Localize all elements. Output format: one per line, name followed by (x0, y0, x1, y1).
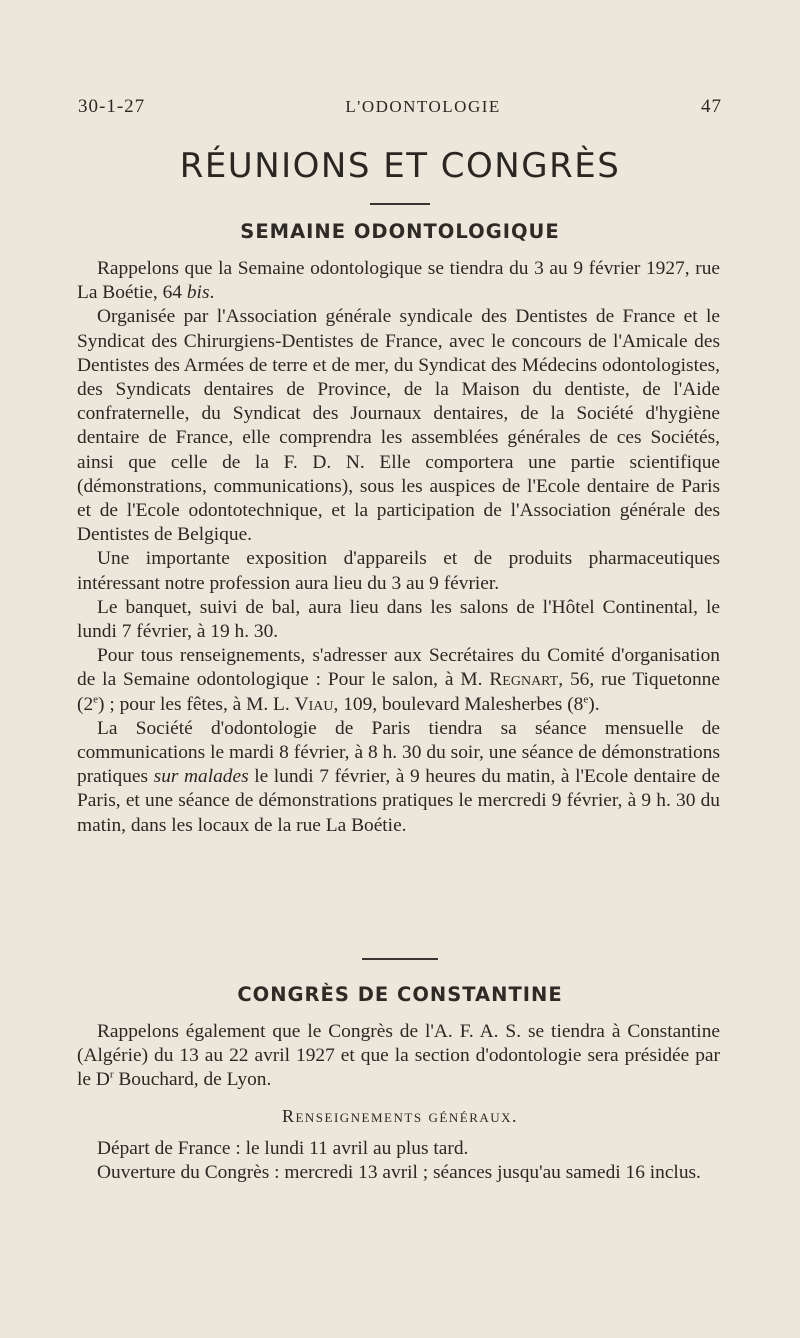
paragraph: Ouverture du Congrès : mercredi 13 avril ; séances jusqu'au samedi 16 inclus. (97, 1162, 701, 1184)
paragraph: Rappelons également que le Congrès de l'A. F. A. S. se tiendra à Constantine (Algérie) du 13 au 22 avril 1927 et que la section d'odontologie sera présidée par le $D^r$ Bouchard, de Lyon. (77, 1021, 720, 1091)
page-title: RÉUNIONS ET CONGRÈS (179, 146, 621, 186)
paragraph: Pour tous renseignements, s'adresser aux Secrétaires du Comité d'organisation de la Semaine odontologique : Pour le salon, à M. Regnart, 56, rue Tiquetonne (2e) ; pour les fêtes, à M. L. Viau, 109, boulevard Malesherbes (8e). (77, 645, 720, 715)
title-divider (370, 203, 430, 205)
section-divider (362, 958, 438, 960)
paragraph: Organisée par l'Association générale syndicale des Dentistes de France et le Syndicat des Chirurgiens-Dentistes de France, avec le concours de l'Amicale des Dentistes des Armées de terre et de mer, du Syndicat des Médecins odontologistes, des Syndicats dentaires de Province, de la Maison du dentiste, de l'Aide confraternelle, du Syndicat des Journaux dentaires, de la Société d'hygiène dentaire de France, elle comprendra les assemblées générales de ces Sociétés, ainsi que celle de la F. D. N. Elle comportera une partie scientifique (démonstrations, communications), sous les auspices de l'Ecole dentaire de Paris et de l'Ecole odontotechnique, et la participation de l'Association générale des Dentistes de Belgique. (77, 306, 720, 546)
subheading: Renseignements généraux. (281, 1106, 519, 1126)
issue-date: 30-1-27 (78, 96, 146, 117)
section-body-constantine (77, 1020, 720, 1093)
paragraph: Le banquet, suivi de bal, aura lieu dans les salons de l'Hôtel Continental, le lundi 7 février, à 19 h. 30. (77, 596, 720, 643)
section-title-constantine: CONGRÈS DE CONSTANTINE (237, 983, 563, 1006)
paragraph: La Société d'odontologie de Paris tiendra sa séance mensuelle de communications le mardi 8 février, à 8 h. 30 du soir, une séance de démonstrations pratiques sur malades le lundi 7 février, à 9 heures du matin, à l'Ecole dentaire de Paris, et une séance de démonstrations pratiques le mercredi 9 février, à 9 h. 30 du matin, dans les locaux de la rue La Boétie. (77, 717, 720, 836)
running-header (78, 96, 722, 118)
section-title-semaine: SEMAINE ODONTOLOGIQUE (240, 220, 560, 243)
paragraph: Départ de France : le lundi 11 avril au plus tard. (97, 1138, 469, 1159)
section-body-semaine (77, 257, 720, 838)
page-number: 47 (701, 96, 722, 117)
paragraph: Une importante exposition d'appareils et de produits pharmaceutiques intéressant notre profession aura lieu du 3 au 9 février. (77, 548, 720, 594)
paragraph: Rappelons que la Semaine odontologique se tiendra du 3 au 9 février 1927, rue La Boétie, 64 bis. (77, 258, 720, 304)
section-body-details (77, 1137, 720, 1185)
journal-name: L'ODONTOLOGIE (345, 97, 501, 116)
